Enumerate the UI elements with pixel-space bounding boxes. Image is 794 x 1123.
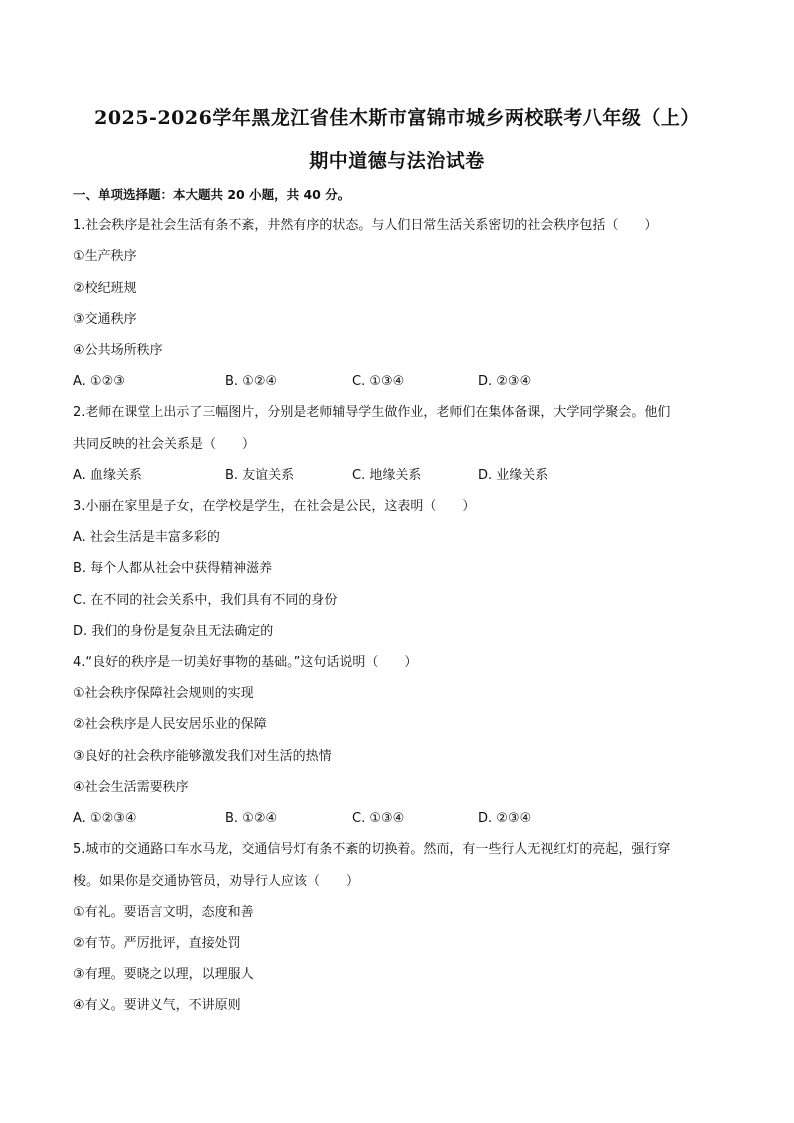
question-4-option-d: D. ②③④ — [478, 811, 532, 826]
question-5-item: ①有礼。要语言文明，态度和善 — [73, 905, 254, 920]
exam-title-line1: 2025-2026学年黑龙江省佳木斯市富锦市城乡两校联考八年级（上） — [94, 107, 700, 129]
question-4-option-a: A. ①②③④ — [73, 811, 137, 826]
question-2-stem: 共同反映的社会关系是（ ） — [73, 437, 256, 452]
question-4-item: ④社会生活需要秩序 — [73, 780, 189, 795]
question-1-option-d: D. ②③④ — [478, 374, 532, 389]
question-1-option-a: A. ①②③ — [73, 374, 125, 389]
question-3-option: A. 社会生活是丰富多彩的 — [73, 530, 220, 545]
exam-title-line2: 期中道德与法治试卷 — [309, 150, 485, 172]
question-4-item: ①社会秩序保障社会规则的实现 — [73, 686, 254, 701]
question-4-option-b: B. ①②④ — [225, 811, 278, 826]
question-1-item: ①生产秩序 — [73, 249, 137, 264]
question-1-stem: 1.社会秩序是社会生活有条不紊，井然有序的状态。与人们日常生活关系密切的社会秩序包括（ ） — [73, 218, 658, 233]
question-4-stem: 4.“良好的秩序是一切美好事物的基础。”这句话说明（ ） — [73, 655, 418, 670]
question-3-stem: 3.小丽在家里是子女，在学校是学生，在社会是公民，这表明（ ） — [73, 499, 476, 514]
question-2-stem: 2.老师在课堂上出示了三幅图片，分别是老师辅导学生做作业，老师们在集体备课，大学同学聚会。他们 — [73, 405, 671, 420]
question-1-item: ②校纪班规 — [73, 281, 137, 296]
question-5-stem: 5.城市的交通路口车水马龙，交通信号灯有条不紊的切换着。然而，有一些行人无视红灯的亮起，强行穿 — [73, 842, 671, 857]
question-4-item: ③良好的社会秩序能够激发我们对生活的热情 — [73, 749, 332, 764]
section-heading: 一、单项选择题：本大题共 20 小题，共 40 分。 — [73, 187, 351, 202]
question-2-option-a: A. 血缘关系 — [73, 468, 142, 483]
question-2-option-d: D. 业缘关系 — [478, 468, 549, 483]
question-1-option-b: B. ①②④ — [225, 374, 278, 389]
question-1-option-c: C. ①③④ — [352, 374, 405, 389]
question-2-option-b: B. 友谊关系 — [225, 468, 295, 483]
question-5-item: ③有理。要晓之以理，以理服人 — [73, 967, 254, 982]
question-3-option: C. 在不同的社会关系中，我们具有不同的身份 — [73, 593, 338, 608]
question-3-option: B. 每个人都从社会中获得精神滋养 — [73, 561, 273, 576]
question-5-item: ②有节。严厉批评，直接处罚 — [73, 936, 241, 951]
question-3-option: D. 我们的身份是复杂且无法确定的 — [73, 624, 274, 639]
question-5-item: ④有义。要讲义气，不讲原则 — [73, 998, 241, 1013]
question-4-item: ②社会秩序是人民安居乐业的保障 — [73, 717, 267, 732]
question-4-option-c: C. ①③④ — [352, 811, 405, 826]
question-1-item: ③交通秩序 — [73, 312, 137, 327]
question-5-stem: 梭。如果你是交通协管员，劝导行人应该（ ） — [73, 874, 360, 889]
question-1-item: ④公共场所秩序 — [73, 343, 163, 358]
question-2-option-c: C. 地缘关系 — [352, 468, 422, 483]
